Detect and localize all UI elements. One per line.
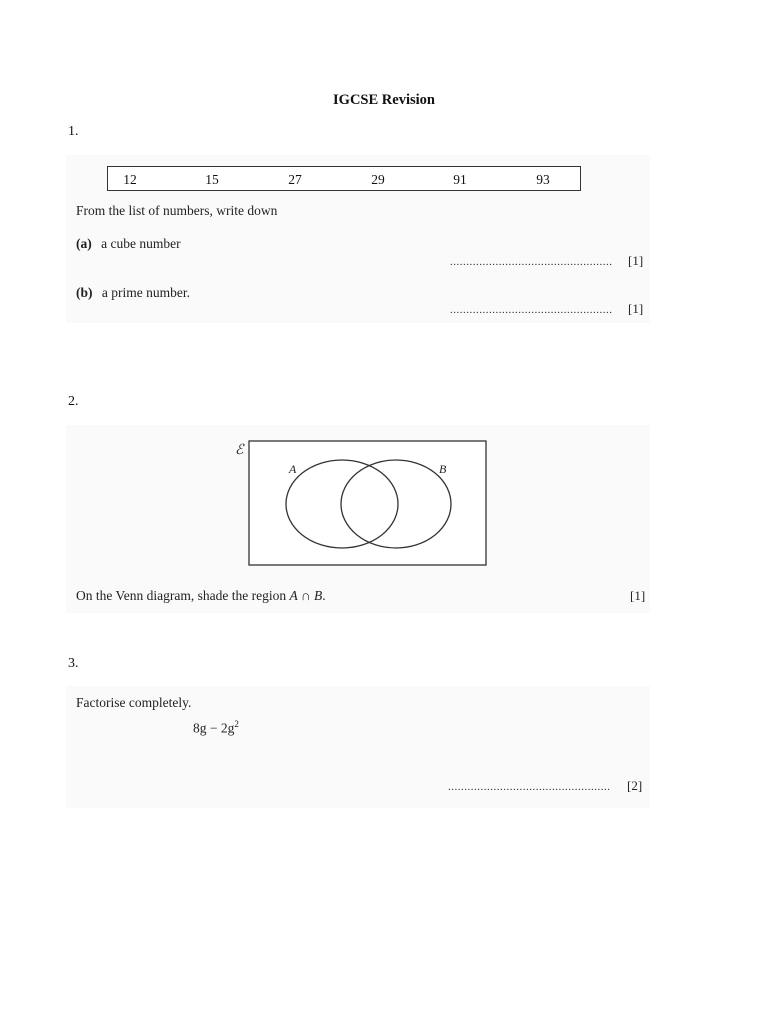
question-2-number: 2. (68, 394, 79, 409)
part-b-answer-line[interactable]: .................................................. (450, 304, 613, 316)
number-cell: 15 (205, 172, 219, 187)
question-1-number: 1. (68, 124, 79, 139)
question-2-instruction-text: On the Venn diagram, shade the region (76, 588, 290, 603)
page-title: IGCSE Revision (333, 92, 435, 108)
part-b-marks: [1] (628, 301, 644, 316)
number-cell: 93 (536, 172, 550, 187)
venn-diagram (232, 436, 492, 570)
part-a (76, 236, 181, 252)
question-3-instruction: Factorise completely. (76, 695, 192, 710)
expression-exponent: 2 (234, 719, 239, 729)
expression (193, 719, 239, 737)
part-a-marks: [1] (628, 253, 644, 268)
part-b (76, 285, 190, 301)
question-3-marks: [2] (627, 778, 643, 793)
universal-set-symbol: ℰ (235, 443, 244, 458)
number-list-box (107, 166, 581, 191)
question-1-instruction: From the list of numbers, write down (76, 203, 278, 218)
part-b-text: a prime number. (101, 285, 190, 300)
region-expression: A ∩ B (289, 588, 323, 603)
part-b-label: (b) (76, 285, 93, 300)
expression-main: 8g − 2g (193, 720, 235, 736)
question-3-number: 3. (68, 656, 79, 671)
question-3-answer-line[interactable]: .................................................. (448, 781, 611, 793)
question-2-instruction-end: . (322, 588, 326, 603)
set-a-label: A (289, 462, 297, 476)
question-2-marks: [1] (630, 588, 646, 603)
number-cell: 29 (371, 172, 385, 187)
number-cell: 12 (123, 172, 137, 187)
set-b-label: B (439, 462, 447, 476)
number-cell: 91 (453, 172, 467, 187)
part-a-text: a cube number (101, 236, 181, 251)
part-a-label: (a) (76, 236, 92, 251)
part-a-answer-line[interactable]: .................................................. (450, 256, 613, 268)
question-2-instruction (76, 588, 326, 604)
number-cell: 27 (288, 172, 302, 187)
